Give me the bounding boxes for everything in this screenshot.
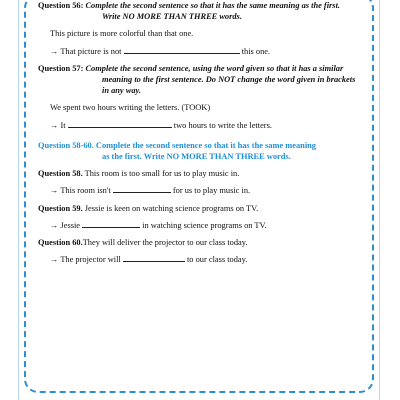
q57-instruction: Complete the second sentence, using the word given so that it has a similar bbox=[83, 63, 344, 73]
q56-original-sentence: This picture is more colorful than that one. bbox=[50, 29, 194, 39]
q58-answer-line bbox=[38, 185, 364, 196]
q59-label: Question 59. bbox=[38, 203, 83, 213]
q59-answer-blank[interactable] bbox=[82, 220, 140, 228]
q60-question-line bbox=[38, 237, 364, 248]
q59-answer-line bbox=[38, 220, 364, 231]
q56-answer-blank[interactable] bbox=[124, 46, 240, 54]
q58-answer-blank[interactable] bbox=[113, 185, 171, 193]
q58-question-line bbox=[38, 168, 364, 179]
q57-instruction-line3: in any way. bbox=[102, 86, 142, 96]
q60-answer-prefix: → The projector will bbox=[50, 255, 121, 265]
q56-instruction: Complete the second sentence so that it has the same meaning as the first. bbox=[83, 1, 340, 10]
q57-label: Question 57: bbox=[38, 63, 84, 73]
q56-answer-line bbox=[38, 46, 364, 57]
q60-label: Question 60. bbox=[38, 238, 83, 248]
q58-label: Question 58. bbox=[38, 169, 83, 179]
q56-instruction-line1 bbox=[38, 0, 364, 11]
q57-answer-prefix: → It bbox=[50, 120, 66, 130]
q60-original-sentence: They will deliver the projector to our class today. bbox=[82, 238, 248, 248]
q59-answer-prefix: → Jessie bbox=[50, 220, 81, 230]
q59-question-line bbox=[38, 203, 364, 214]
q59-original-sentence: Jessie is keen on watching science programs on TV. bbox=[82, 203, 259, 213]
q57-instruction-line1 bbox=[38, 63, 364, 74]
q60-answer-blank[interactable] bbox=[123, 254, 185, 262]
section-heading-line2: as the first. Write NO MORE THAN THREE words. bbox=[102, 152, 291, 162]
q57-answer-line bbox=[38, 120, 364, 131]
q56-answer-suffix: this one. bbox=[241, 46, 271, 56]
q60-answer-line bbox=[38, 254, 364, 265]
q57-instruction-line2: meaning to the first sentence. Do NOT change the word given in brackets bbox=[102, 75, 356, 85]
q60-answer-suffix: to our class today. bbox=[186, 255, 248, 265]
q57-answer-suffix: two hours to write the letters. bbox=[173, 120, 272, 130]
q58-original-sentence: This room is too small for us to play music in. bbox=[82, 169, 240, 179]
q56-label: Question 56: bbox=[38, 1, 84, 10]
q58-answer-suffix: for us to play music in. bbox=[172, 186, 251, 196]
q56-answer-prefix: → That picture is not bbox=[50, 46, 122, 56]
q59-answer-suffix: in watching science programs on TV. bbox=[142, 220, 267, 230]
q57-original-sentence: We spent two hours writing the letters. (TOOK) bbox=[50, 103, 211, 113]
worksheet-content bbox=[38, 0, 364, 265]
q58-answer-prefix: → This room isn't bbox=[50, 186, 111, 196]
q57-answer-blank[interactable] bbox=[68, 120, 172, 128]
section-heading-line1: Question 58-60. Complete the second sentence so that it has the same meaning bbox=[38, 140, 316, 150]
q56-instruction-line2: Write NO MORE THAN THREE words. bbox=[102, 12, 242, 22]
